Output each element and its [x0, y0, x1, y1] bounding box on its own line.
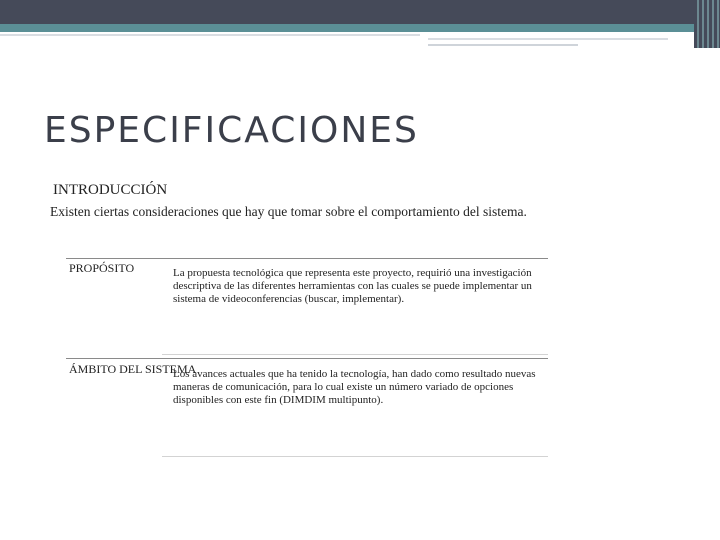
row-label-ambito: ÁMBITO DEL SISTEMA: [69, 362, 197, 376]
intro-heading: INTRODUCCIÓN: [53, 182, 168, 198]
header-band-dark: [0, 0, 720, 24]
header-band-teal: [0, 24, 720, 32]
header-band-stripes: [694, 0, 720, 48]
header-accent-line: [428, 38, 668, 40]
slide-title: ESPECIFICACIONES: [44, 110, 419, 151]
intro-text: Existen ciertas consideraciones que hay que tomar sobre el comportamiento del sistema.: [50, 204, 527, 219]
row-label-proposito: PROPÓSITO: [69, 261, 135, 275]
header-accent-line: [0, 34, 420, 36]
table-top-rule: [66, 258, 548, 259]
table-bottom-rule: [162, 456, 548, 457]
header-accent-line: [428, 44, 578, 46]
specifications-table: [66, 258, 548, 458]
row-text-ambito: Los avances actuales que ha tenido la tecnología, han dado como resultado nuevas maneras de comunicación, para lo cual existe un número variado de opciones disponibles con este fin (DIMDIM multipunto).: [173, 368, 536, 406]
row-divider: [162, 354, 548, 355]
row-text-proposito: La propuesta tecnológica que representa este proyecto, requirió una investigación descriptiva de las diferentes herramientas con las cuales se puede implementar un sistema de videoconferencias (buscar, implementar).: [173, 267, 532, 305]
row-divider: [66, 358, 548, 359]
